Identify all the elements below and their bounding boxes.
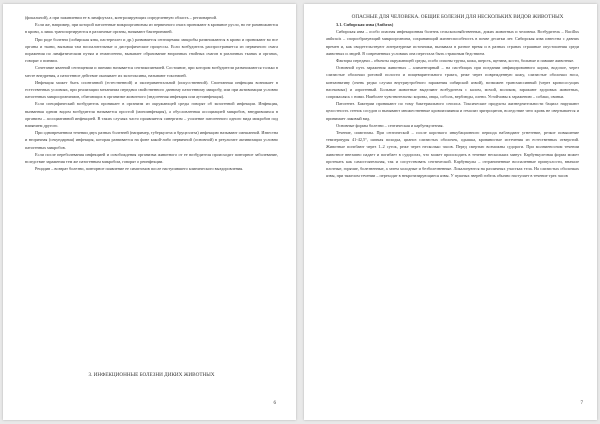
right-page-body: [326, 14, 579, 179]
paragraph: При роде болезни (сибирская язва, пастереллез и др.) развивается септицемия: микробы размножаются в крови и проникают во все органы и ткани, вызывая там воспалительные и дистрофические процессы. Если возбудитель распространяется из первичного очага поражения по лимфатическим путям и гематогенно, вызывает образование вторичных гнойных очагов в различных тканях и органах, говорят о пиемии.: [25, 36, 278, 64]
paragraph: Сибирская язва – особо опасная инфекционная болезнь сельскохозяйственных, диких животных и человека. Возбудитель – Bacillus anthracis – спорообразующий микроорганизм, сохраняющий жизнеспособность в почве десятки лет. Сибирская язва известна с давних времен и, как свидетельствуют литературные источники, вызывала в разное время и в разных странах страшные опустошения среди животных и людей. В современных условиях она перестала быть страшным бедствием.: [326, 29, 579, 56]
section-title: 3. ИНФЕКЦИОННЫЕ БОЛЕЗНИ ДИКИХ ЖИВОТНЫХ: [88, 372, 215, 378]
left-page: [3, 4, 296, 420]
paragraph: Течение, симптомы. При септической – после короткого инкубационного периода наблюдают угнетение, резкое повышение температуры 41-42,5°, шаткая походка, цианоз слизистых оболочек, одышка, кровянистые истечения из естественных отверстий. Животные погибают через 1–2 суток, реже через несколько часов. Перед смертью возможны судороги. При молниеносном течении животное внезапно падает и погибает в судорогах, что может происходить в течение нескольких минут. Карбункулезная форма может протекать как самостоятельная, так и сопутствовать септической. Карбункулы – отграниченные воспаленные припухлости, вначале плотные, горячие, болезненные, а затем холодные и безболезненные. Локализуются на различных участках тела. На слизистых оболочках язвы, при тяжелом течении – переходят в некротизирующиеся язвы. У пушных зверей гибель обычно наступает в течение трех часов: [326, 130, 579, 179]
paragraph: Факторы передачи – объекты окружающей среды, особо опасны трупы, кожа, шерсть, щетина, кости, больные и павшие животные.: [336, 58, 575, 64]
page-number: 6: [273, 401, 276, 406]
page-number: 7: [580, 401, 583, 406]
right-page: [304, 4, 597, 420]
paragraph: Если после переболевания инфекцией и освобождения организма животного от ее возбудителя происходит повторное заболевание, вследствие заражения тем же патогенным микробом, говорят о реинфекции.: [25, 151, 278, 165]
left-page-body: [25, 14, 278, 172]
paragraph: Основные формы болезни – септическая и карбункулезная.: [336, 122, 444, 128]
paragraph: Инфекция может быть спонтанной (естественной) и экспериментальной (искусственной). Спонтанная инфекция возникает в естественных условиях, при реализации механизма передачи свойственного данному патогенному микробу, или при активизации условно патогенных микроорганизмов, обитающих в организме животного (эндогенная инфекция или аутоинфекция).: [25, 79, 278, 100]
paragraph: При одновременном течении двух разных болезней (например, туберкулеза и бруцеллеза) инфекцию называют смешанной. Известна и вторичная (секундарная) инфекция, которая развивается на фоне какой-либо первичной (основной) в результате активизации условно патогенных микробов.: [25, 130, 278, 150]
subsection-heading: 3.1. Сибирская язва (Anthrax): [336, 22, 394, 27]
paragraph: Сочетание явлений септицемии и пиемии называется септикопиемией. Состояние, при котором возбудители размножаются только в месте внедрения, а патогенное действие оказывает их экзотоксины, называют токсемией.: [25, 65, 278, 78]
chapter-heading: ОПАСНЫЕ ДЛЯ ЧЕЛОВЕКА. ОБЩИЕ БОЛЕЗНИ ДЛЯ НЕСКОЛЬКИХ ВИДОВ ЖИВОТНЫХ: [351, 14, 564, 20]
paragraph: Рецидив – возврат болезни, повторное появление ее симптомов после наступившего клинического выздоровления.: [35, 166, 244, 172]
paragraph: Если же, например, при которой патогенные микроорганизмы из первичного очага проникают в кровяное русло, но не размножаются в крови, а лишь транспортируются в различные органы, называют бактериемией.: [25, 22, 278, 35]
paragraph: Основной путь заражения животных – алиментарный – на пастбищах при поедании инфицированного корма, водопое, через слизистые оболочки ротовой полости и пищеварительного тракта, реже через поврежденную кожу, слизистые оболочки носа, конъюнктиву (очень редко случаи внутриутробного заражения сибирской язвой), возможен трансмиссивный (через кровососущих насекомых) и аэрогенный. Больные животные выделяют возбудителя с калом, мочой, молоком, заражают здоровых животных, соприкасаясь с ними. Наиболее чувствительны: коровы, овцы, соболь, верблюды, олени. Устойчивы к заражению – собаки, свиньи.: [326, 65, 579, 100]
paragraph: Патогенез. Бактерии проникают по тому бактериального сепсиса. Токсические продукты жизнедеятельности бацилл нарушают целостность стенок сосудов и вызывают множественные кровоизлияния и гемолиз эритроцитов, вследствие чего кровь не свертывается и принимает лаковый вид.: [326, 101, 579, 121]
paragraph: (фокальной), а при заживлении ее в лимфоузлах, контролирующих определенную область – регионарной.: [25, 15, 218, 20]
paragraph: Если специфический возбудитель проникает в организм из окружающей среды говорят об экзогенной инфекции. Инфекция, вызванная одним видом возбудителя называется простой (моноинфекция), а обусловленная ассоциацией микробов, внедрившихся в организм – ассоциативной инфекцией. В таких случаях часто проявляется синергизм – усиление патогенного одного вида микробов под влиянием другого.: [25, 101, 278, 129]
